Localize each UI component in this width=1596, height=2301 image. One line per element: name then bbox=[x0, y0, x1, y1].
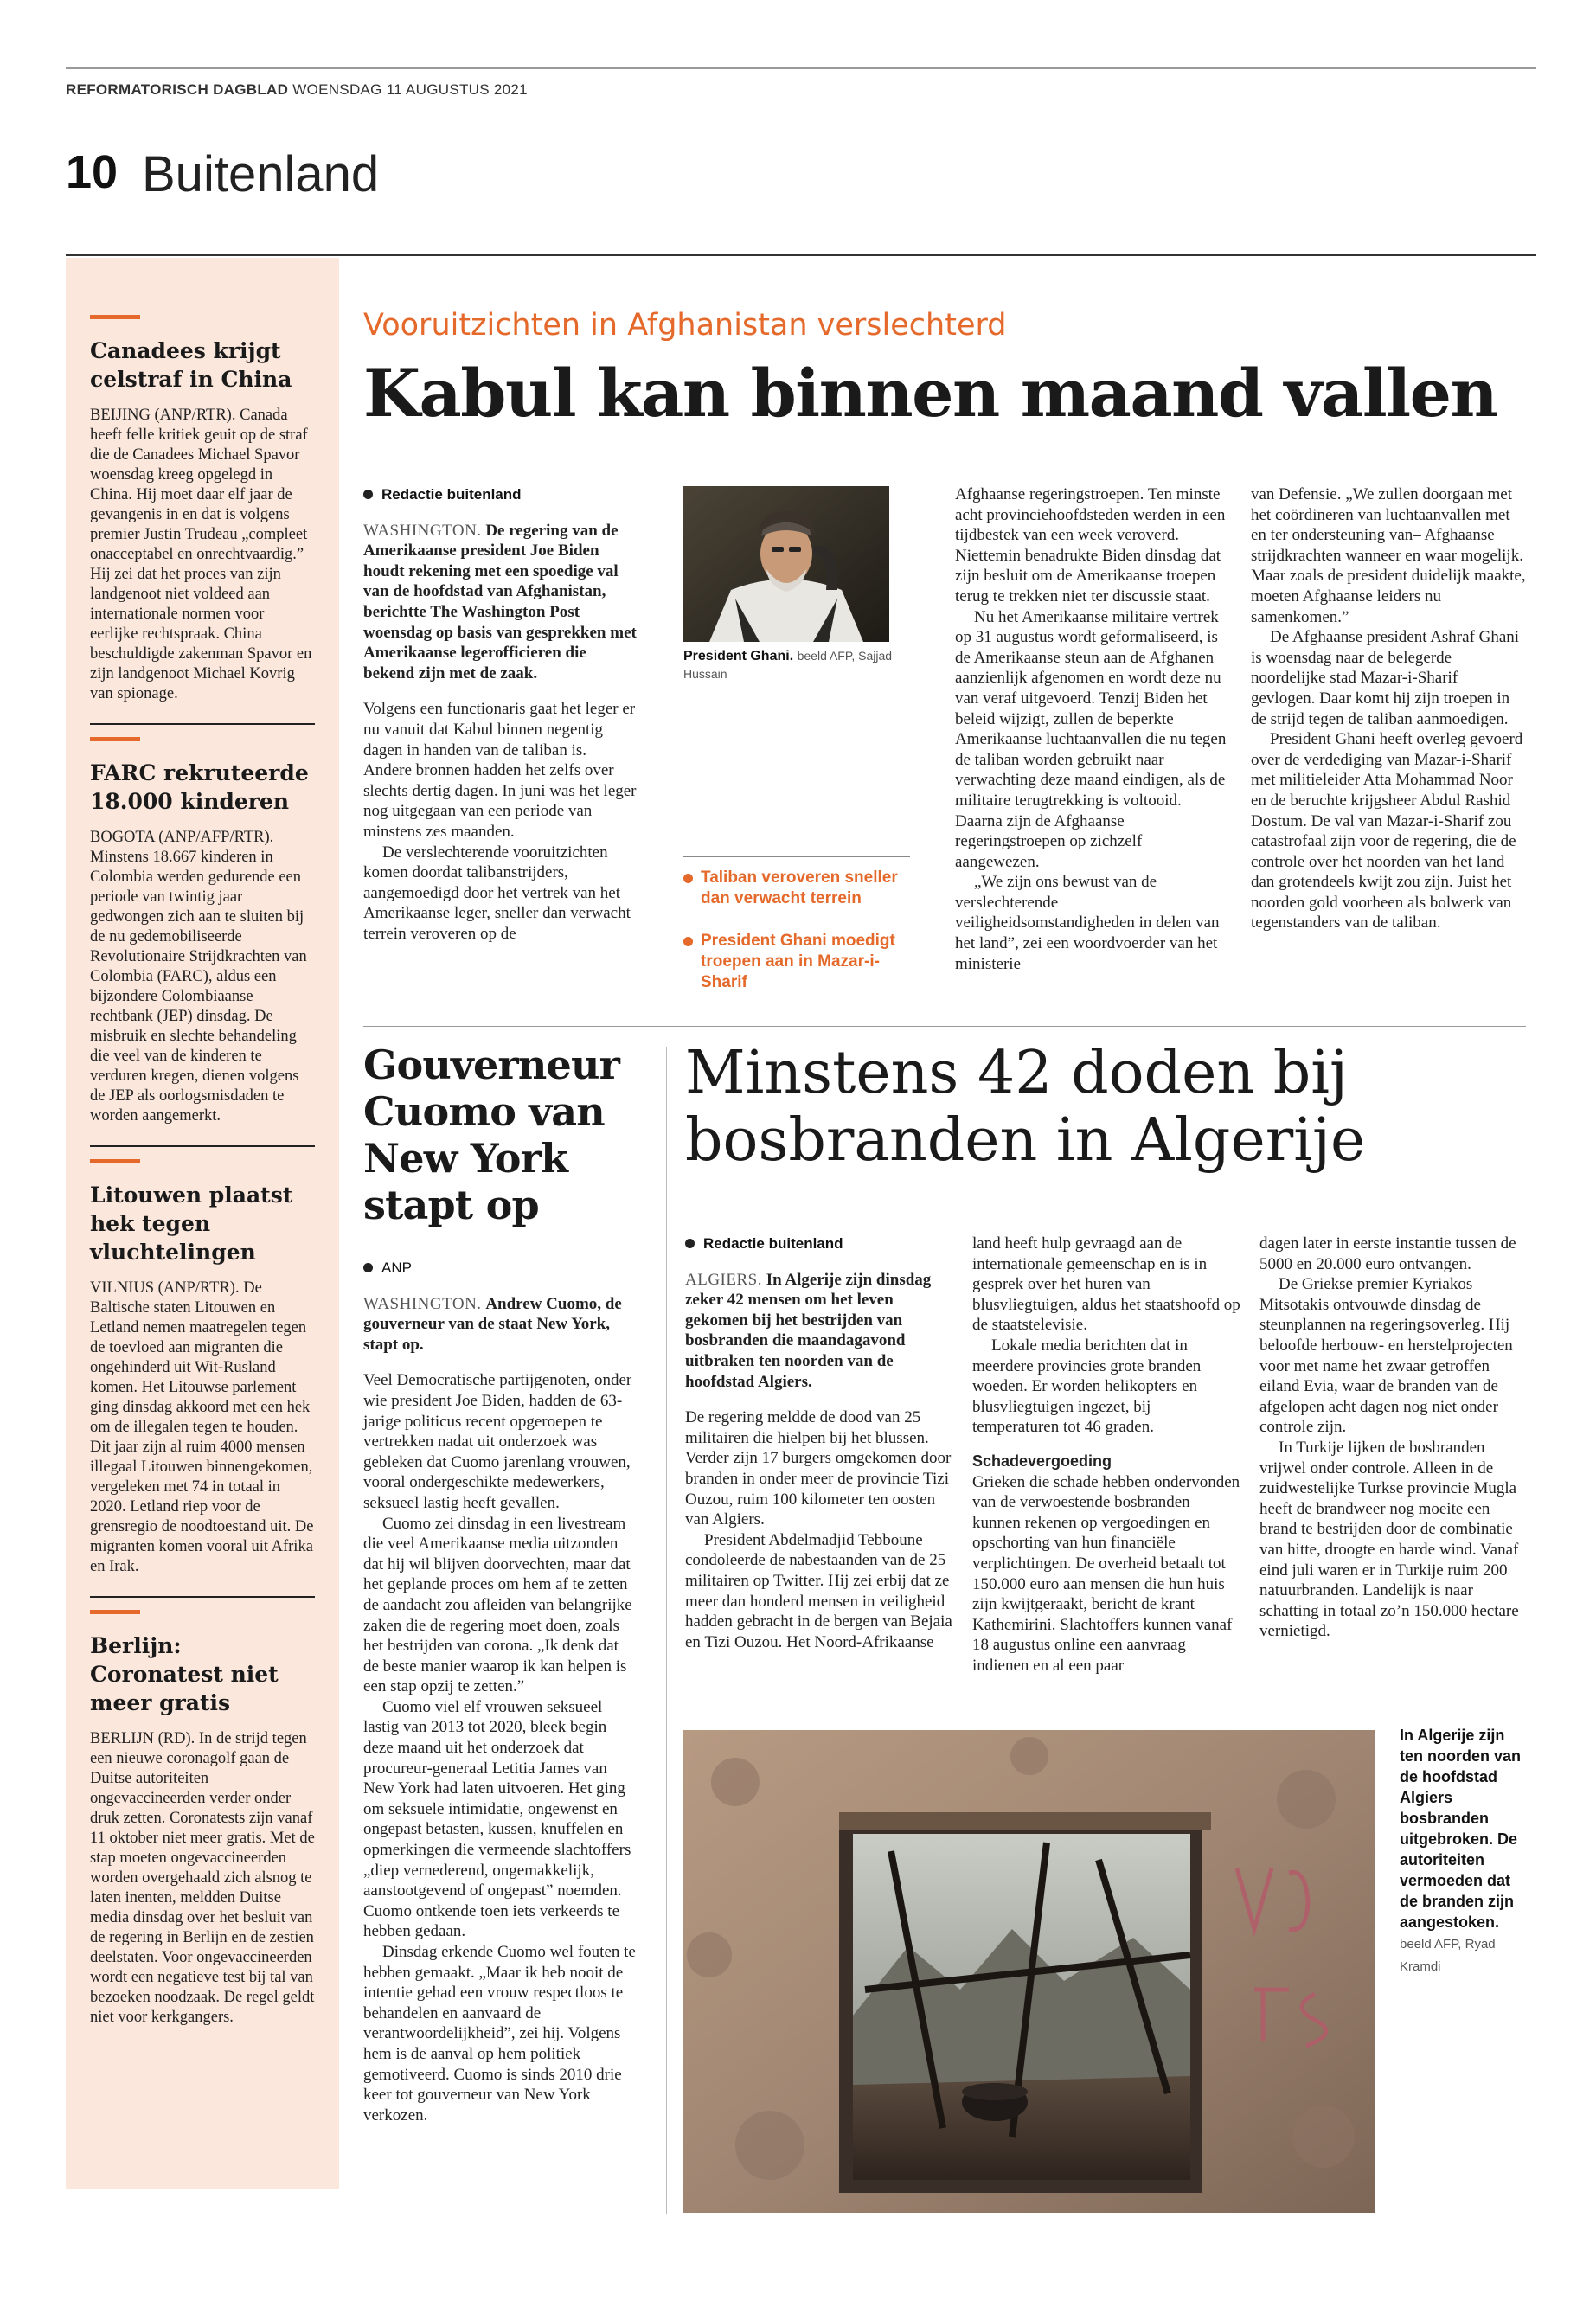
orange-bullet-icon bbox=[683, 937, 693, 946]
paragraph: De Griekse premier Kyriakos Mitsotakis ontvouwde dinsdag de steunplannen na regeringsoverleg. Hij beloofde herbouw- en herstelprojecten voor met name het zwaar getroffen eiland Evia, waar de branden van de afgelopen acht dagen nog niet onder controle zijn. bbox=[1259, 1275, 1513, 1437]
sidebar-rule bbox=[90, 1596, 315, 1598]
bullet-dot-icon bbox=[685, 1239, 695, 1248]
article-highlights bbox=[683, 855, 910, 1002]
news-sidebar bbox=[66, 258, 339, 2189]
accent-dash bbox=[90, 315, 140, 319]
paragraph: President Ghani heeft overleg gevoerd over de verdediging van Mazar-i-Sharif met militieleider Atta Mohammad Noor en de beruchte krijgsheer Abdul Rashid Dostum. De val van Mazar-i-Sharif zou catastrofaal zijn voor de regering, die de controle over het noorden van het land dan grotendeels kwijt zou zijn. Juist het noorden gold voorheen als bolwerk van tegenstanders van de taliban. bbox=[1251, 730, 1523, 933]
paragraph: van Defensie. „We zullen doorgaan met het coördineren van luchtaanvallen met –en ter ondersteuning van– Afghaanse strijdkrachten wanneer en waar mogelijk. Maar zoals de president duidelijk maakte, moeten Afghaanse leiders nu samenkomen.” bbox=[1251, 485, 1526, 626]
masthead bbox=[66, 67, 1536, 99]
bullet-dot-icon bbox=[363, 1263, 373, 1272]
paragraph: Dinsdag erkende Cuomo wel fouten te hebben gemaakt. „Maar ik heb nooit de intentie gehad een vrouw respectloos te behandelen en aanvaard de verantwoordelijkheid”, zei hij. Volgens hem is de aanval op hem politiek gemotiveerd. Cuomo is sinds 2010 drie keer tot gouverneur van New York verkozen. bbox=[363, 1943, 636, 2125]
caption-text: In Algerije zijn ten noorden van de hoofdstad Algiers bosbranden uitgebroken. De autoriteiten vermoeden dat de branden zijn aangestoken. bbox=[1400, 1727, 1522, 1931]
article-lead bbox=[363, 1294, 637, 1356]
page-number: 10 bbox=[66, 146, 119, 198]
article-byline bbox=[363, 1258, 637, 1279]
paragraph: Volgens een functionaris gaat het leger er nu vanuit dat Kabul binnen negentig dagen in handen van de taliban is. Andere bronnen hadden het zelfs over slechts dertig dagen. In juni was het leger nog uitgegaan van een periode van minstens zes maanden. bbox=[363, 700, 637, 841]
paragraph: „We zijn ons bewust van de verslechterende veiligheidsomstandigheden in delen van het land”, zei een woordvoerder van het ministerie bbox=[955, 873, 1220, 973]
article3-column-1 bbox=[685, 1234, 953, 1652]
byline-text: Redactie buitenland bbox=[381, 486, 522, 503]
sidebar-item bbox=[90, 737, 315, 1147]
sidebar-rule bbox=[90, 723, 315, 725]
dateline: ALGIERS. bbox=[685, 1270, 762, 1289]
sidebar-item-text: In de strijd tegen een nieuwe coronagolf gaan de Duitse autoriteiten ongevaccineerden verder onder druk zetten. Coronatests zijn vanaf 11 oktober niet meer gratis. Met de stap moeten ongevaccineerden worden overgehaald zich alsnog te laten inenten, meldden Duitse media dinsdag over het besluit van de regering in Berlijn en de zestien deelstaten. Voor ongevaccineerden wordt een negatieve test bij tal van bezoeken noodzaak. De regel geldt niet voor kerkgangers. bbox=[90, 1730, 315, 2026]
byline-text: ANP bbox=[381, 1259, 412, 1276]
paragraph: De verslechterende vooruitzichten komen doordat talibanstrijders, aangemoedigd door het vertrek van het Amerikaanse leger, sneller dan verwacht terrein veroveren op de bbox=[363, 843, 631, 943]
paragraph: Cuomo zei dinsdag in een livestream die veel Amerikaanse media uitzonden dat hij wil blijven doorvechten, maar dat het geplande proces om hem af te zetten de aandacht zou afleiden van belangrijke zaken die de regering moet doen, zoals het bestrijden van corona. „Ik denk dat de beste manier waarop ik kan helpen is een stap opzij te zetten.” bbox=[363, 1514, 632, 1696]
paragraph: dagen later in eerste instantie tussen de 5000 en 20.000 euro ontvangen. bbox=[1259, 1234, 1516, 1273]
paragraph: Grieken die schade hebben ondervonden van de verwoestende bosbranden kunnen rekenen op vergoedingen en opschorting van hun financiële verplichtingen. De overheid betaalt tot 150.000 euro aan mensen die hun huis zijn kwijtgeraakt, bericht de krant Kathemirini. Slachtoffers kunnen vanaf 18 augustus online een aanvraag indienen en al een paar bbox=[972, 1472, 1240, 1675]
sidebar-item-body bbox=[90, 406, 315, 704]
paragraph: land heeft hulp gevraagd aan de internationale gemeenschap en is in gesprek over het huren van blusvliegtuigen, aldus het staatshoofd op de staatstelevisie. bbox=[972, 1234, 1240, 1335]
sidebar-item bbox=[90, 315, 315, 725]
highlight-item bbox=[683, 862, 910, 918]
paragraph: De regering meldde de dood van 25 militairen die hielpen bij het blussen. Verder zijn 17 burgers omgekomen door branden in onder meer de provincie Tizi Ouzou, ruim 100 kilometer ten oosten van Algiers. bbox=[685, 1408, 952, 1529]
bullet-dot-icon bbox=[363, 490, 373, 499]
article3-column-2 bbox=[972, 1234, 1240, 1676]
paragraph: President Abdelmadjid Tebboune condoleerde de nabestaanden van de 25 militairen op Twitter. Hij zei erbij dat ze meer dan honderd mensen in veiligheid hadden gebracht in de bergen van Bejaia en Tizi Ouzou. Het Noord-Afrikaanse bbox=[685, 1530, 952, 1651]
section-title: Buitenland bbox=[142, 146, 380, 202]
photo-credit: beeld AFP, Ryad Kramdi bbox=[1400, 1937, 1496, 1974]
sidebar-item-text: De Baltische staten Litouwen en Letland nemen maatregelen tegen de toevloed aan migranten die ongehinderd uit Wit-Rusland komen. Het Litouwse parlement ging dinsdag akkoord met een hek om de illegalen tegen te houden. Dit jaar zijn al ruim 4000 mensen illegaal Litouwen binnengekomen, vergeleken met 74 in totaal in 2020. Letland riep voor de grensregio de noodtoestand uit. De migranten komen vooral uit Afrika en Irak. bbox=[90, 1279, 314, 1575]
orange-bullet-icon bbox=[683, 874, 693, 883]
paragraph: Afghaanse regeringstroepen. Ten minste acht provinciehoofdsteden werden in een tijdbestek van een week veroverd. Niettemin benadrukte Biden dinsdag dat zijn besluit om de Amerikaanse troepen terug te trekken niet ter discussie staat. bbox=[955, 485, 1226, 606]
sidebar-item-title: Berlijn: Coronatest niet meer gratis bbox=[90, 1633, 279, 1715]
dateline: WASHINGTON. bbox=[363, 1294, 482, 1313]
wildfire-caption bbox=[1400, 1725, 1529, 1977]
edition-date: WOENSDAG 11 AUGUSTUS 2021 bbox=[292, 81, 528, 98]
article-byline bbox=[685, 1234, 953, 1254]
sidebar-item bbox=[90, 1159, 315, 1598]
paragraph: Lokale media berichten dat in meerdere provincies grote branden woeden. Er worden helikopters en blusvliegtuigen ingezet, bij temperaturen tot 46 graden. bbox=[972, 1336, 1202, 1437]
sidebar-item-text: Canada heeft felle kritiek geuit op de straf die de Canadees Michael Spavor woensdag kreeg opgelegd in China. Hij moet daar elf jaar de gevangenis in en dat is volgens premier Justin Trudeau „compleet onacceptabel en onrechtvaardig.” Hij zei dat het proces van zijn landgenoot niet voldeed aan internationale normen voor eerlijke rechtspraak. China beschuldigde zakenman Spavor en zijn landgenoot Michael Kovrig van spionage. bbox=[90, 407, 312, 702]
paragraph: In Turkije lijken de bosbranden vrijwel onder controle. Alleen in de zuidwestelijke Turkse provincie Mugla heeft de brandweer nog moeite een brand te bestrijden door de combinatie van hitte, droogte en harde wind. Vanaf eind juli waren er in Turkije ruim 200 natuurbranden. Landelijk is naar schatting in totaal zo’n 150.000 hectare vernietigd. bbox=[1259, 1438, 1519, 1641]
sidebar-item-title: Canadees krijgt celstraf in China bbox=[90, 338, 292, 392]
article-subhead: Schadevergoeding bbox=[972, 1452, 1112, 1470]
article3-column-3 bbox=[1259, 1234, 1528, 1642]
article-byline bbox=[363, 484, 637, 505]
paragraph: De Afghaanse president Ashraf Ghani is woensdag naar de belegerde noordelijke stad Mazar-i-Sharif gevlogen. Daar komt hij zijn troepen in de strijd tegen de taliban aanmoedigen. bbox=[1251, 628, 1520, 728]
cuomo-headline: Gouverneur Cuomo van New York stapt op bbox=[363, 1042, 620, 1228]
highlight-item bbox=[683, 926, 910, 1002]
column-divider bbox=[666, 1047, 667, 2214]
paper-name: REFORMATORISCH DAGBLAD bbox=[66, 81, 289, 98]
article-divider bbox=[363, 1026, 1526, 1027]
lead-text: In Algerije zijn dinsdag zeker 42 mensen om het leven gekomen bij het bestrijden van bosbranden die maandagavond uitbraken ten noorden van de hoofdstad Algiers. bbox=[685, 1270, 932, 1391]
sidebar-item-body bbox=[90, 1279, 315, 1577]
main-headline: Kabul kan binnen maand vallen bbox=[363, 355, 1497, 432]
paragraph: Nu het Amerikaanse militaire vertrek op 31 augustus wordt geformaliseerd, is de Amerikaanse steun aan de Afghanen aanzienlijk afgenomen en wordt deze nu van veraf uitgevoerd. Tenzij Biden het beleid wijzigt, zullen de beperkte Amerikaanse luchtaanvallen die nu tegen de taliban worden gebruikt naar verwachting deze maand eindigen, als de militaire terugtrekking is voltooid. Daarna zijn de Afghaanse regeringstroepen op zichzelf aangewezen. bbox=[955, 607, 1227, 871]
article2-column bbox=[363, 1258, 637, 2125]
highlight-rule bbox=[683, 856, 910, 857]
sidebar-item-dateline: BOGOTA (ANP/AFP/RTR). bbox=[90, 829, 274, 846]
sidebar-item-title: FARC rekruteerde 18.000 kinderen bbox=[90, 760, 309, 814]
byline-text: Redactie buitenland bbox=[703, 1235, 843, 1252]
lead-text: Andrew Cuomo, de gouverneur van de staat New York, stapt op. bbox=[363, 1294, 622, 1354]
sidebar-rule bbox=[90, 1145, 315, 1147]
article-lead bbox=[363, 521, 637, 684]
article1-column-1 bbox=[363, 484, 637, 944]
ghani-photo bbox=[683, 486, 889, 642]
sidebar-item-dateline: BEIJING (ANP/RTR). bbox=[90, 407, 236, 424]
lead-text: De regering van de Amerikaanse president Joe Biden houdt rekening met een spoedige val van de hoofdstad van Afghanistan, berichtte The Washington Post woensdag op basis van gesprekken met Amerikaanse legerofficieren die bekend zijn met de zaak. bbox=[363, 521, 637, 683]
sidebar-item-body bbox=[90, 828, 315, 1126]
photo-caption bbox=[683, 647, 910, 683]
photo-credit: beeld AFP, Sajjad Hussain bbox=[683, 649, 893, 681]
article-kicker: Vooruitzichten in Afghanistan verslechterd bbox=[363, 308, 1007, 343]
accent-dash bbox=[90, 1610, 140, 1614]
sidebar-item-dateline: VILNIUS (ANP/RTR). bbox=[90, 1279, 240, 1297]
sidebar-item-text: Minstens 18.667 kinderen in Colombia werden gedurende een periode van twintig jaar gedwongen zich aan te sluiten bij de nu gedemobiliseerde Revolutionaire Strijdkrachten van Colombia (FARC), aldus een bijzondere Colombiaanse rechtbank (JEP) dinsdag. De misbruik en slechte behandeling die veel van de kinderen te verduren kregen, dienen volgens de JEP als oorlogsmisdaden te worden aangemerkt. bbox=[90, 849, 307, 1125]
sidebar-item bbox=[90, 1610, 315, 2028]
wildfire-photo bbox=[683, 1730, 1375, 2213]
section-header bbox=[66, 145, 1536, 256]
accent-dash bbox=[90, 1159, 140, 1163]
sidebar-item-body bbox=[90, 1729, 315, 2028]
article1-column-4 bbox=[1251, 484, 1526, 933]
sidebar-item-title: Litouwen plaatst hek tegen vluchtelingen bbox=[90, 1183, 293, 1265]
paragraph: Cuomo viel elf vrouwen seksueel lastig van 2013 tot 2020, bleek begin deze maand uit het onderzoek dat procureur-generaal Letitia James van New York had laten uitvoeren. Het ging om seksuele intimidatie, ongewenst en ongepast betasten, kussen, knuffelen en opmerkingen die vermeende slachtoffers „diep vernederend, ongemakkelijk, aanstootgevend of ongepast” noemden. Cuomo ontkende toen iets verkeerds te hebben gedaan. bbox=[363, 1697, 631, 1941]
algeria-headline: Minstens 42 doden bij bosbranden in Algerije bbox=[685, 1039, 1366, 1175]
paragraph: Veel Democratische partijgenoten, onder wie president Joe Biden, hadden de 63-jarige politicus recent opgeroepen te vertrekken nadat uit onderzoek was gebleken dat Cuomo jarenlang vrouwen, vooral ondergeschikte medewerkers, seksueel lastig heeft gevallen. bbox=[363, 1371, 632, 1512]
highlight-text: President Ghani moedigt troepen aan in Mazar-i-Sharif bbox=[701, 932, 895, 991]
ghani-portrait-image bbox=[683, 486, 889, 642]
burned-house-image bbox=[683, 1730, 1375, 2213]
accent-dash bbox=[90, 737, 140, 741]
article-lead bbox=[685, 1270, 953, 1393]
sidebar-item-dateline: BERLIJN (RD). bbox=[90, 1730, 195, 1747]
article1-column-3 bbox=[955, 484, 1228, 974]
dateline: WASHINGTON. bbox=[363, 521, 482, 540]
highlight-text: Taliban veroveren sneller dan verwacht terrein bbox=[701, 868, 898, 907]
caption-text: President Ghani. bbox=[683, 649, 794, 663]
